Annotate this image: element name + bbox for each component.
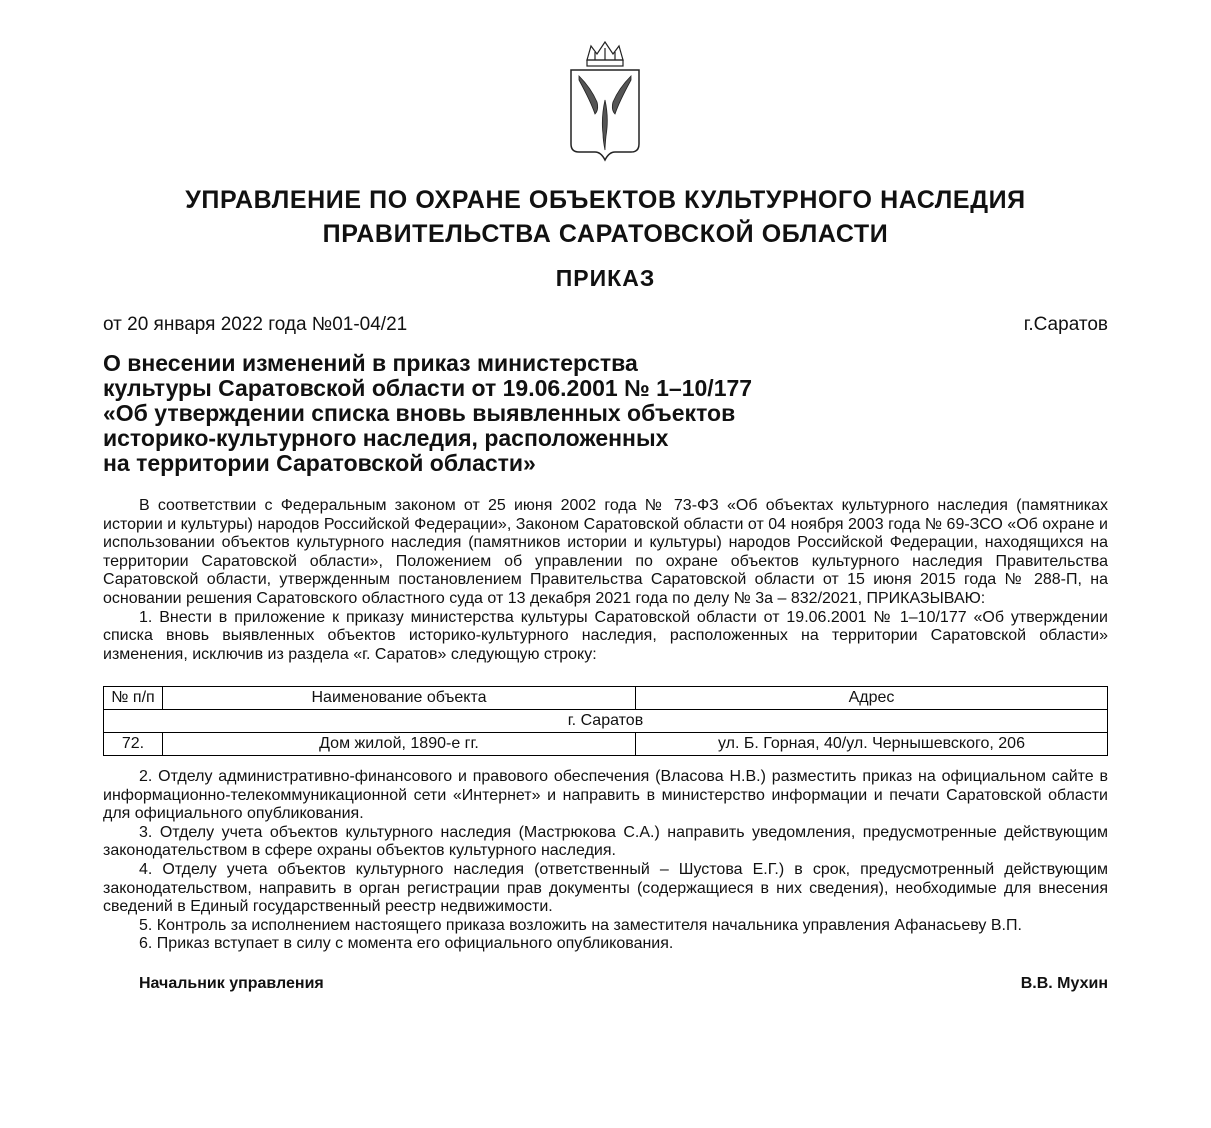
header-cell-number: № п/п [104, 687, 163, 710]
authority-header [0, 183, 1211, 251]
cell-number: 72. [104, 733, 163, 756]
title-line: на территории Саратовской области» [103, 450, 536, 476]
header-line-2: ПРАВИТЕЛЬСТВА САРАТОВСКОЙ ОБЛАСТИ [322, 220, 889, 248]
title-line: историко-культурного наследия, расположенных [103, 425, 669, 451]
order-city: г.Саратов [1023, 314, 1108, 335]
order-date-number: от 20 января 2022 года №01-04/21 [103, 314, 408, 335]
item-1-paragraph: 1. Внести в приложение к приказу министерства культуры Саратовской области от 19.06.2001 № 1–10/177 «Об утверждении списка вновь выявленных объектов историко-культурного наследия, расположенных на территории Саратовской области» изменения, исключив из раздела «г. Саратов» следующую строку: [103, 608, 1108, 663]
document-type: ПРИКАЗ [555, 265, 656, 291]
item-5-paragraph: 5. Контроль за исполнением настоящего приказа возложить на заместителя начальника управления Афанасьеву В.П. [139, 916, 1022, 934]
header-line-1: УПРАВЛЕНИЕ ПО ОХРАНЕ ОБЪЕКТОВ КУЛЬТУРНОГО НАСЛЕДИЯ [185, 186, 1026, 214]
item-2-paragraph: 2. Отделу административно-финансового и правового обеспечения (Власова Н.В.) разместить приказ на официальном сайте в информационно-телекоммуникационной сети «Интернет» и направить в министерство информации и печати Саратовской области для официального опубликования. [103, 768, 1108, 823]
item-6-paragraph: 6. Приказ вступает в силу с момента его официального опубликования. [139, 935, 674, 953]
crown-icon [587, 42, 623, 66]
signatory-name: В.В. Мухин [1020, 975, 1108, 992]
cell-address: ул. Б. Горная, 40/ул. Чернышевского, 206 [636, 733, 1108, 756]
title-line: культуры Саратовской области от 19.06.2001 № 1–10/177 [103, 375, 753, 401]
orders-text [103, 768, 1108, 954]
header-cell-address: Адрес [636, 687, 1108, 710]
signatory-position: Начальник управления [139, 975, 324, 992]
intro-text [103, 497, 1108, 664]
coat-of-arms-emblem [565, 40, 645, 162]
title-line: О внесении изменений в приказ министерства [103, 350, 638, 376]
item-4-paragraph: 4. Отделу учета объектов культурного наследия (ответственный – Шустова Е.Г.) в срок, предусмотренный действующим законодательством, направить в орган регистрации прав документы (содержащиеся в них сведения), необходимые для внесения сведений в Единый государственный реестр недвижимости. [103, 860, 1108, 916]
excluded-objects-table [103, 686, 1108, 756]
table-header-row [104, 687, 1108, 710]
section-cell: г. Саратов [104, 710, 1108, 733]
order-title [103, 351, 752, 476]
item-3-paragraph: 3. Отделу учета объектов культурного наследия (Мастрюкова С.А.) направить уведомления, предусмотренные действующим законодательством в сфере охраны объектов культурного наследия. [103, 823, 1108, 860]
table-section-row [104, 710, 1108, 733]
header-cell-name: Наименование объекта [163, 687, 636, 710]
title-line: «Об утверждении списка вновь выявленных объектов [103, 400, 736, 426]
cell-name: Дом жилой, 1890-е гг. [163, 733, 636, 756]
sterlet-fish-icon [579, 76, 631, 150]
table-row [104, 733, 1108, 756]
preamble-paragraph: В соответствии с Федеральным законом от 25 июня 2002 года № 73-ФЗ «Об объектах культурного наследия (памятниках истории и культуры) народов Российской Федерации», Законом Саратовской области от 04 ноября 2003 года № 69-ЗСО «Об охране и использовании объектов культурного наследия (памятников истории и культуры) народов Российской Федерации, находящихся на территории Саратовской области», Положением об управлении по охране объектов культурного наследия Правительства Саратовской области, утвержденным постановлением Правительства Саратовской области от 15 июня 2015 года № 288-П, на основании решения Саратовского областного суда от 13 декабря 2021 года по делу № 3а – 832/2021, ПРИКАЗЫВАЮ: [103, 497, 1108, 607]
